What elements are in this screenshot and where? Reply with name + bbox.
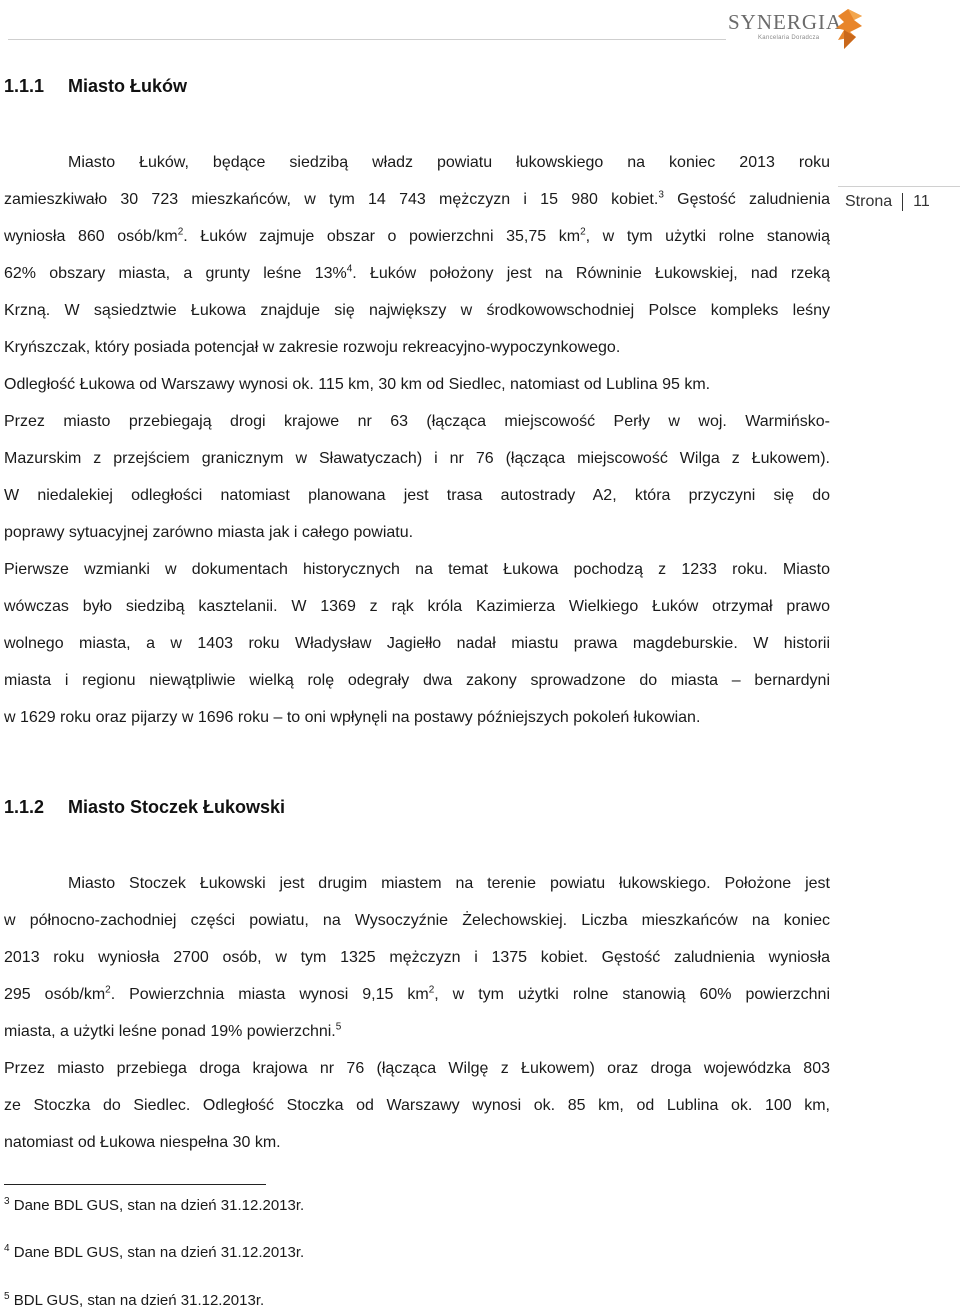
paragraph-line: miasta, a użytki leśne ponad 19% powierzchni.$^5$	[4, 1021, 342, 1040]
logo-name: SYNERGIA	[728, 10, 843, 34]
section-body-stoczek	[4, 865, 830, 1161]
section-heading-stoczek	[4, 797, 285, 818]
page-number-tag	[845, 193, 930, 211]
synergia-mark-icon	[830, 6, 866, 52]
section-number: 1.1.2	[4, 797, 45, 817]
paragraph-line: zamieszkiwało 30 723 mieszkańców, w tym 14 743 mężczyzn i 15 980 kobiet.$^3$ Gęstość zaludnienia	[4, 189, 830, 208]
page-label: Strona	[845, 193, 893, 210]
footnote-mark: 3	[4, 1196, 10, 1207]
footnote-ref: 5	[335, 1021, 342, 1033]
paragraph-line: wolnego miasta, a w 1403 roku Władysław Jagiełło nadał miastu prawa magdeburskie. W historii	[4, 635, 830, 652]
footnote	[4, 1244, 304, 1261]
paragraph-line: ze Stoczka do Siedlec. Odległość Stoczka od Warszawy wynosi ok. 85 km, od Lublina ok. 100 km,	[4, 1097, 830, 1114]
paragraph-line: Kryńszczak, który posiada potencjał w zakresie rozwoju rekreacyjno-wypoczynkowego.	[4, 339, 621, 356]
page-tag-rule	[838, 186, 960, 187]
paragraph-line: poprawy sytuacyjnej zarówno miasta jak i całego powiatu.	[4, 524, 414, 541]
paragraph-line: Przez miasto przebiega droga krajowa nr 76 (łącząca Wilgę z Łukowem) oraz droga wojewódzka 803	[4, 1060, 830, 1077]
paragraph-line: natomiast od Łukowa niespełna 30 km.	[4, 1134, 281, 1151]
paragraph-line: 295 osób/$km^2$. Powierzchnia miasta wynosi 9,15 $km^2$, w tym użytki rolne stanowią 60% powierzchni	[4, 984, 830, 1003]
footnote-rule	[4, 1184, 266, 1185]
footnote-mark: 4	[4, 1243, 10, 1254]
paragraph-line: Odległość Łukowa od Warszawy wynosi ok. 115 km, 30 km od Siedlec, natomiast od Lublina 95 km.	[4, 376, 711, 393]
paragraph-line: miasta i regionu niewątpliwie wielką rolę odegrały dwa zakony sprowadzone do miasta – bernardyni	[4, 672, 830, 689]
synergia-logo	[724, 6, 864, 50]
footnote-text: BDL GUS, stan na dzień 31.12.2013r.	[13, 1292, 265, 1309]
paragraph-line: W niedalekiej odległości natomiast planowana jest trasa autostrady A2, która przyczyni się do	[4, 487, 830, 504]
section-heading-lukow	[4, 76, 187, 97]
page-number: 11	[913, 193, 930, 210]
paragraph-line: Pierwsze wzmianki w dokumentach historycznych na temat Łukowa pochodzą z 1233 roku. Miasto	[4, 561, 830, 578]
paragraph-line: Przez miasto przebiegają drogi krajowe nr 63 (łącząca miejscowość Perły w woj. Warmińsko-	[4, 413, 830, 430]
footnote-text: Dane BDL GUS, stan na dzień 31.12.2013r.	[13, 1244, 305, 1261]
paragraph-line: Krzną. W sąsiedztwie Łukowa znajduje się największy w środkowowschodniej Polsce kompleks leśny	[4, 302, 830, 319]
paragraph-line: w 1629 roku oraz pijarzy w 1696 roku – to oni wpłynęli na postawy późniejszych pokoleń łukowian.	[4, 709, 701, 726]
paragraph-line: 2013 roku wyniosła 2700 osób, w tym 1325 mężczyzn i 1375 kobiet. Gęstość zaludnienia wyniosła	[4, 949, 830, 966]
paragraph-line: 62% obszary miasta, a grunty leśne 13%$^4$. Łuków położony jest na Równinie Łukowskiej, nad rzeką	[4, 263, 830, 282]
section-title: Miasto Łuków	[68, 76, 188, 96]
paragraph-line: wówczas było siedzibą kasztelanii. W 1369 z rąk króla Kazimierza Wielkiego Łuków otrzymał prawo	[4, 598, 830, 615]
paragraph-line: w północno-zachodniej części powiatu, na Wysoczyźnie Żelechowskiej. Liczba mieszkańców na koniec	[4, 912, 830, 929]
footnote-ref: 4	[346, 263, 353, 275]
footnote-mark: 5	[4, 1291, 10, 1302]
section-number: 1.1.1	[4, 76, 45, 96]
paragraph-line: Miasto Łuków, będące siedzibą władz powiatu łukowskiego na koniec 2013 roku	[68, 154, 830, 171]
logo-subtitle: Kancelaria Doradcza	[758, 35, 820, 41]
header-rule	[8, 39, 726, 40]
paragraph-line: Mazurskim z przejściem granicznym w Sławatyczach) i nr 76 (łącząca miejscowość Wilga z Łukowem).	[4, 450, 830, 467]
footnote	[4, 1292, 264, 1309]
section-title: Miasto Stoczek Łukowski	[68, 797, 286, 817]
footnote-ref: 3	[658, 189, 664, 201]
page-tag-separator	[902, 193, 903, 211]
paragraph-line: wyniosła 860 osób/$km^2$. Łuków zajmuje obszar o powierzchni 35,75 $km^2$, w tym użytki rolne stanowią	[4, 226, 830, 245]
footnote-text: Dane BDL GUS, stan na dzień 31.12.2013r.	[13, 1197, 305, 1214]
footnote	[4, 1197, 304, 1214]
section-body-lukow	[4, 144, 830, 736]
paragraph-line: Miasto Stoczek Łukowski jest drugim miastem na terenie powiatu łukowskiego. Położone jest	[68, 875, 830, 892]
